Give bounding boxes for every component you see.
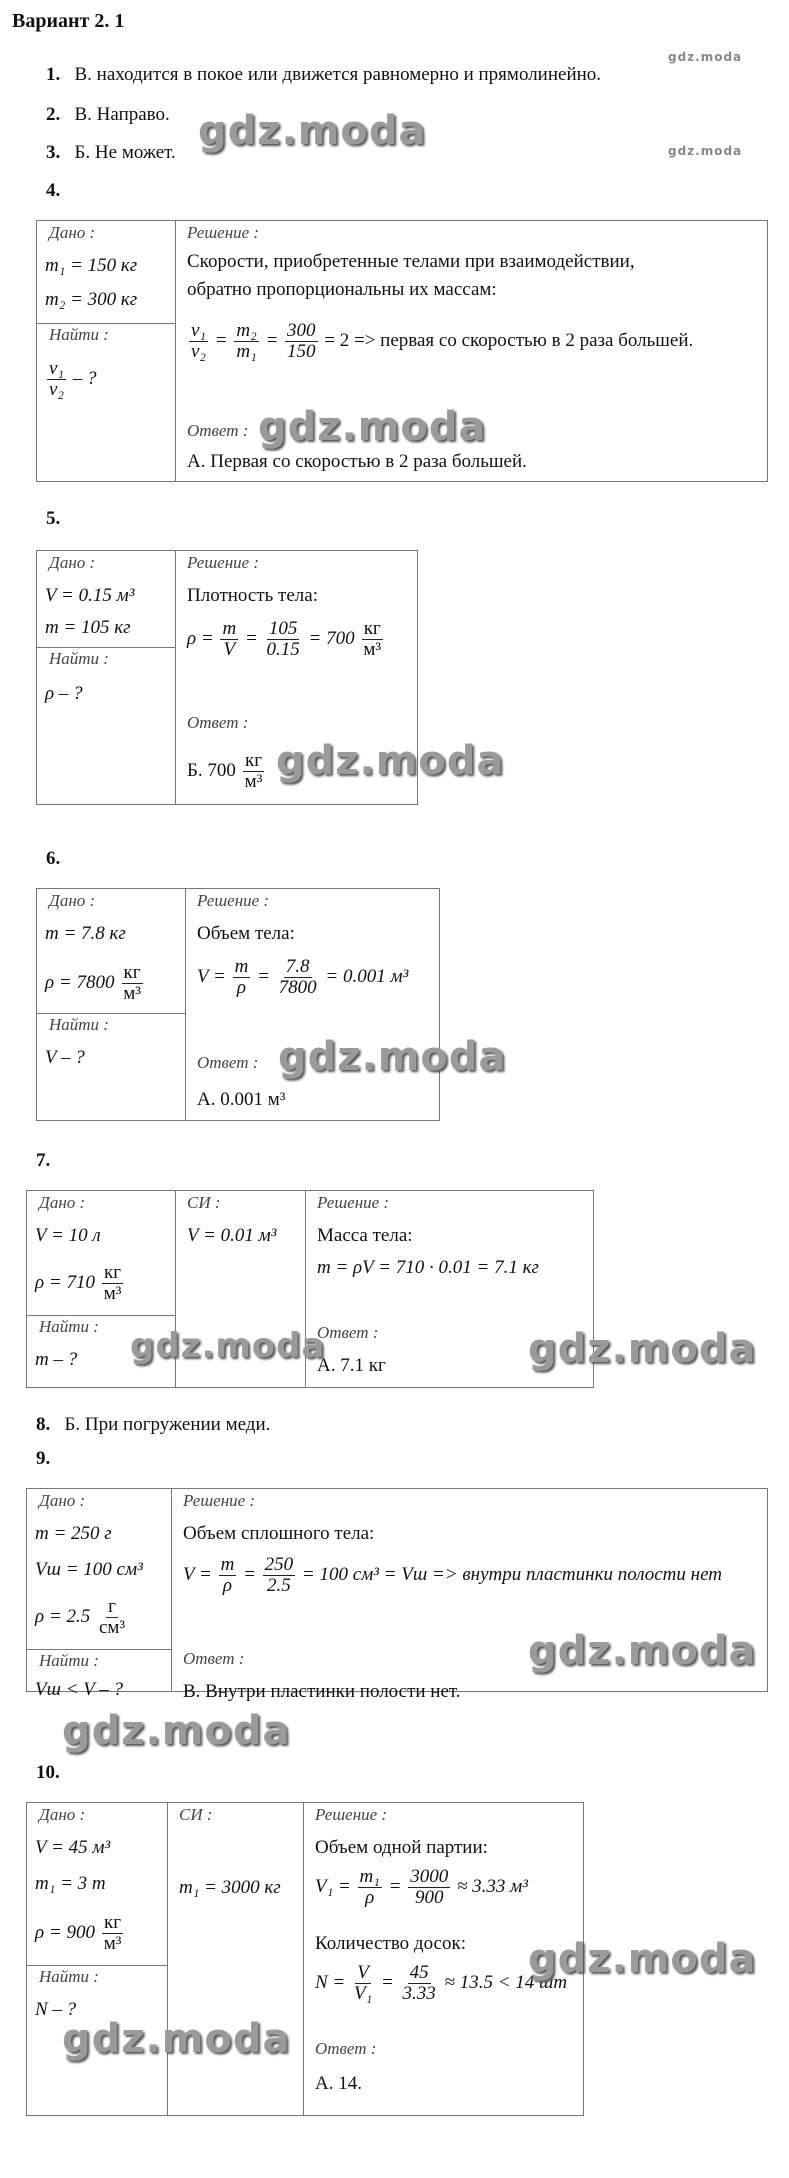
find-label: Найти : <box>39 1317 99 1336</box>
watermark: gdz.moda <box>258 404 487 450</box>
answer-2 <box>46 104 170 126</box>
find-value: Vш < V – ? <box>35 1679 124 1700</box>
watermark: gdz.moda <box>62 1708 291 1754</box>
problem-6-table <box>36 888 440 1121</box>
solution-label: Решение : <box>187 223 260 242</box>
si-label: СИ : <box>187 1193 221 1212</box>
problem-10-number: 10. <box>36 1762 60 1783</box>
watermark: gdz.moda <box>278 1034 507 1080</box>
given-value: ρ = 2.5 $\frac{г}{\text{см³}}$ <box>35 1596 126 1638</box>
find-value: ρ – ? <box>45 683 83 704</box>
answer-text: А. 14. <box>315 2073 362 2094</box>
watermark: gdz.moda <box>276 738 505 784</box>
solution-text: Объем сплошного тела: <box>183 1523 375 1544</box>
find-label: Найти : <box>49 1015 109 1034</box>
find-value: N – ? <box>35 1999 77 2020</box>
given-value: ρ = 710 $\frac{кг}{\text{м³}}$ <box>35 1262 122 1304</box>
answer-number: 8. <box>36 1414 51 1435</box>
solution-text: Масса тела: <box>317 1225 413 1246</box>
solution-formula: V = $\frac{m}{\rho}$ = $\frac{7.8}{7800}$ = 0.001 м³ <box>197 956 409 998</box>
given-value: ρ = 900 $\frac{кг}{\text{м³}}$ <box>35 1912 122 1954</box>
solution-formula: $\frac{\text{v₁}}{\text{v₂}}$ = $\frac{\text{m₂}}{\text{m₁}}$ = $\frac{300}{150}$ = 2 => первая со скоростью в 2 раза большей. <box>191 320 694 362</box>
given-label: Дано : <box>39 1805 86 1824</box>
problem-10-table <box>26 1802 584 2116</box>
solution-formula: ρ = $\frac{m}{V}$ = $\frac{105}{0.15}$ = 700 $\frac{кг}{\text{м³}}$ <box>187 618 382 660</box>
given-label: Дано : <box>49 223 96 242</box>
solution-text: Объем тела: <box>197 923 295 944</box>
find-value: V – ? <box>45 1047 85 1068</box>
answer-number: 1. <box>46 64 61 85</box>
answer-text: А. 7.1 кг <box>317 1355 386 1376</box>
given-value: V = 0.15 м³ <box>45 585 135 606</box>
answer-8 <box>36 1414 270 1436</box>
given-value: m₁ = 150 кг <box>45 255 138 276</box>
watermark: gdz.moda <box>130 1326 326 1366</box>
solution-label: Решение : <box>183 1491 256 1510</box>
given-value: m₁ = 3 т <box>35 1873 106 1894</box>
answer-text: В. Внутри пластинки полости нет. <box>183 1681 461 1702</box>
page-title: Вариант 2. 1 <box>12 10 125 32</box>
given-label: Дано : <box>49 891 96 910</box>
answer-3 <box>46 142 176 164</box>
given-value: m = 250 г <box>35 1523 112 1544</box>
solution-formula: m = ρV = 710 · 0.01 = 7.1 кг <box>317 1257 539 1278</box>
answer-text: Б. 700 $\frac{кг}{\text{м³}}$ <box>187 750 263 792</box>
problem-9-number: 9. <box>36 1448 51 1469</box>
watermark: gdz.moda <box>198 108 427 154</box>
find-label: Найти : <box>39 1651 99 1670</box>
solution-label: Решение : <box>197 891 270 910</box>
find-label: Найти : <box>49 325 109 344</box>
answer-number: 3. <box>46 142 61 163</box>
answer-text: В. Направо. <box>74 104 170 125</box>
problem-5-number: 5. <box>46 508 61 529</box>
solution-label: Решение : <box>315 1805 388 1824</box>
answer-text: Б. При погружении меди. <box>64 1414 271 1435</box>
find-value: $\frac{\text{v₁}}{\text{v₂}}$ – ? <box>49 358 97 400</box>
given-value: Vш = 100 см³ <box>35 1559 143 1580</box>
find-label: Найти : <box>39 1967 99 1986</box>
answer-label: Ответ : <box>187 713 249 732</box>
problem-7-number: 7. <box>36 1150 51 1171</box>
answer-1 <box>46 64 601 86</box>
problem-4-number: 4. <box>46 180 61 201</box>
solution-formula: V₁ = $\frac{\text{m₁}}{\rho}$ = $\frac{3000}{900}$ ≈ 3.33 м³ <box>315 1866 528 1908</box>
solution-label: Решение : <box>317 1193 390 1212</box>
given-value: ρ = 7800 $\frac{кг}{\text{м³}}$ <box>45 962 141 1004</box>
given-value: V = 10 л <box>35 1225 101 1246</box>
given-value: m₂ = 300 кг <box>45 289 138 310</box>
given-label: Дано : <box>39 1491 86 1510</box>
find-value: m – ? <box>35 1349 78 1370</box>
watermark: gdz.moda <box>668 144 743 158</box>
answer-label: Ответ : <box>187 421 249 440</box>
solution-text: Скорости, приобретенные телами при взаимодействии, <box>187 251 635 272</box>
solution-text: Количество досок: <box>315 1933 466 1954</box>
answer-label: Ответ : <box>317 1323 379 1342</box>
solution-formula: V = $\frac{m}{\rho}$ = $\frac{250}{2.5}$ = 100 см³ = Vш => внутри пластинки полости нет <box>183 1554 722 1596</box>
watermark: gdz.moda <box>528 1936 757 1982</box>
watermark: gdz.moda <box>668 50 743 64</box>
answer-label: Ответ : <box>183 1649 245 1668</box>
given-label: Дано : <box>49 553 96 572</box>
si-label: СИ : <box>179 1805 213 1824</box>
problem-6-number: 6. <box>46 848 61 869</box>
answer-text: А. Первая со скоростью в 2 раза большей. <box>187 451 527 472</box>
solution-text: Объем одной партии: <box>315 1837 488 1858</box>
solution-text: обратно пропорциональны их массам: <box>187 279 497 300</box>
watermark: gdz.moda <box>528 1628 757 1674</box>
given-value: m = 7.8 кг <box>45 923 126 944</box>
watermark: gdz.moda <box>528 1326 757 1372</box>
find-label: Найти : <box>49 649 109 668</box>
answer-text: А. 0.001 м³ <box>197 1089 286 1110</box>
si-value: V = 0.01 м³ <box>187 1225 277 1246</box>
answer-text: В. находится в покое или движется равномерно и прямолинейно. <box>74 64 602 85</box>
given-value: V = 45 м³ <box>35 1837 111 1858</box>
solution-label: Решение : <box>187 553 260 572</box>
si-value: m₁ = 3000 кг <box>179 1877 281 1898</box>
watermark: gdz.moda <box>62 2016 291 2062</box>
solution-formula: N = $\frac{V}{\text{V₁}}$ = $\frac{45}{3.33}$ ≈ 13.5 < 14 шт <box>315 1962 568 2004</box>
answer-label: Ответ : <box>197 1053 259 1072</box>
answer-text: Б. Не может. <box>74 142 176 163</box>
answer-number: 2. <box>46 104 61 125</box>
answer-label: Ответ : <box>315 2039 377 2058</box>
solution-text: Плотность тела: <box>187 585 318 606</box>
given-value: m = 105 кг <box>45 617 131 638</box>
given-label: Дано : <box>39 1193 86 1212</box>
